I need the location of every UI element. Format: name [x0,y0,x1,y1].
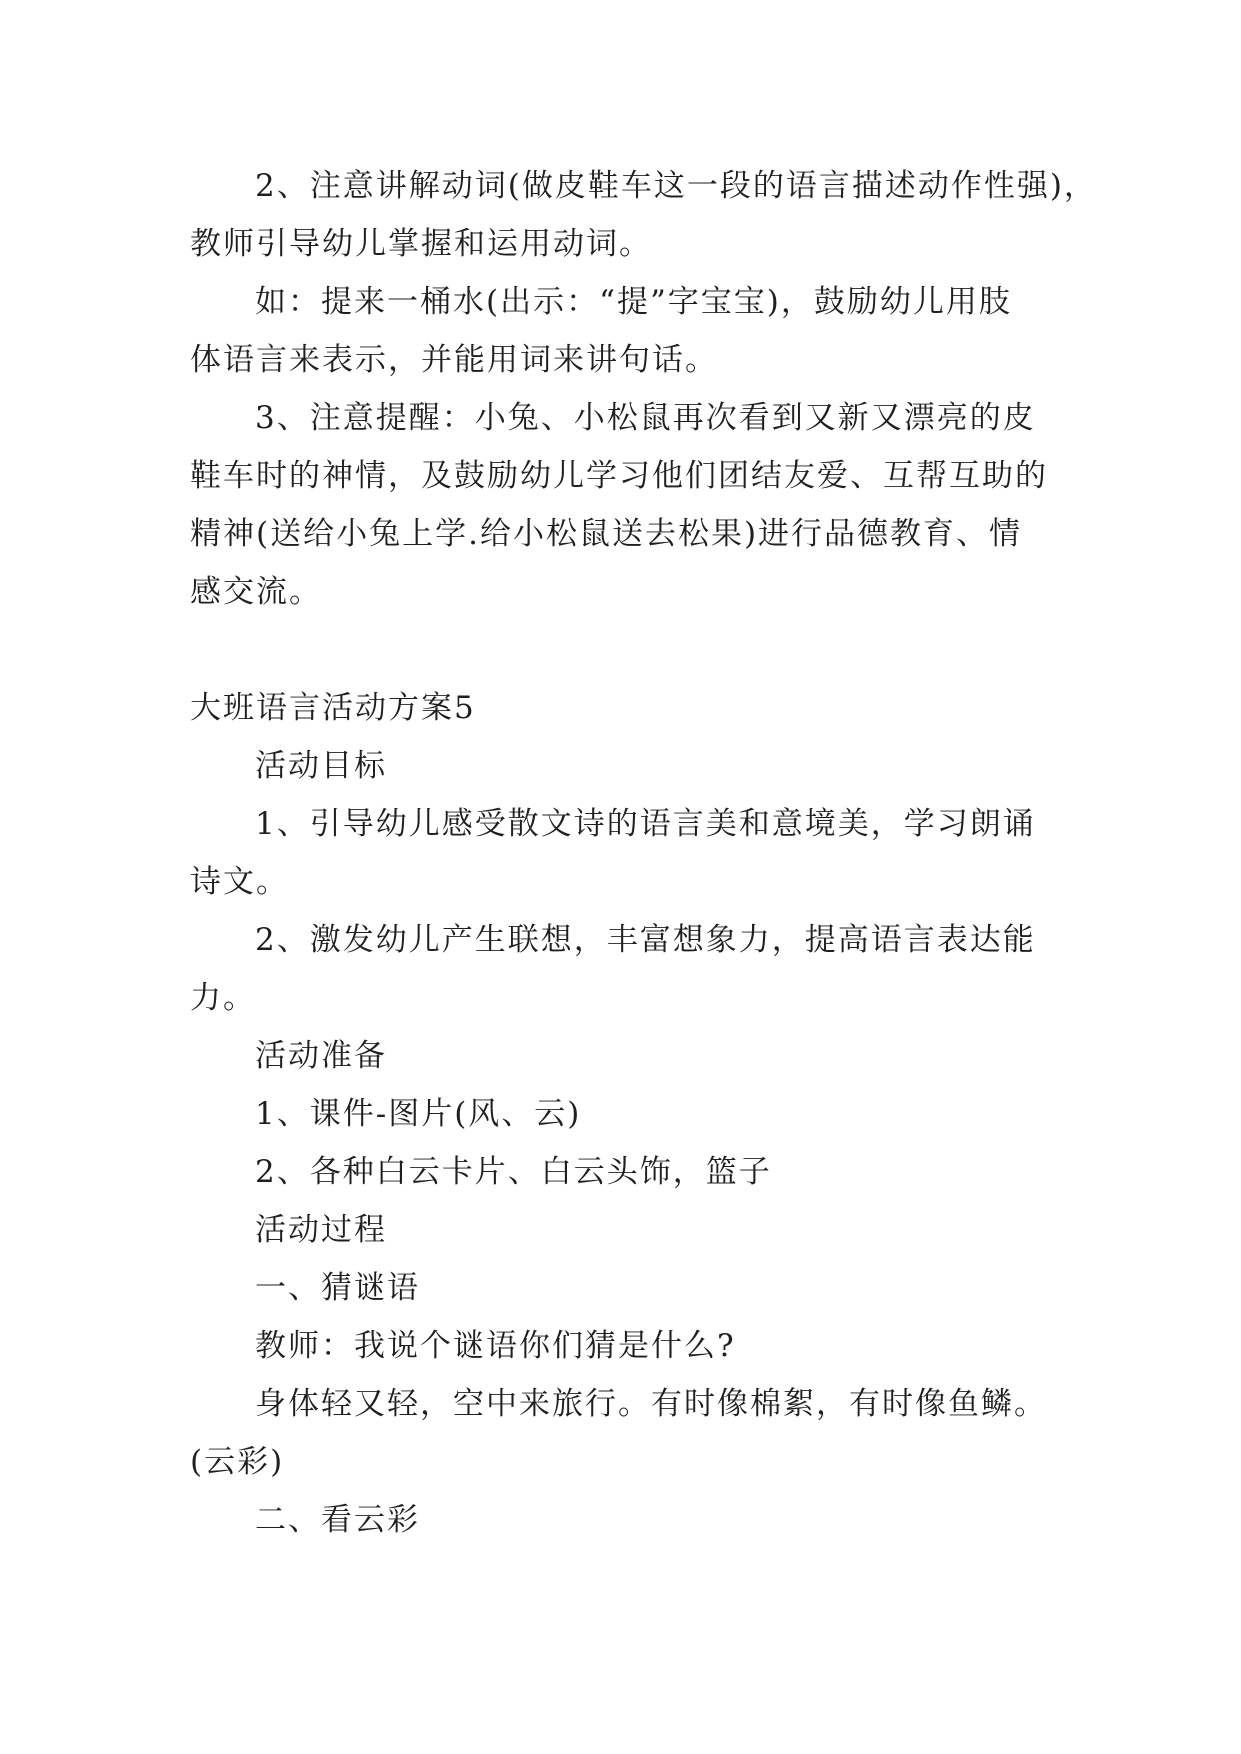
paragraph-line: 鞋车时的神情，及鼓励幼儿学习他们团结友爱、互帮互助的 [190,458,1048,494]
subsection-heading: 活动过程 [255,1212,387,1248]
paragraph-line: 教师引导幼儿掌握和运用动词。 [190,226,652,262]
step-heading: 二、看云彩 [255,1502,420,1538]
paragraph-line: 教师：我说个谜语你们猜是什么? [255,1328,736,1364]
paragraph-line: 2、激发幼儿产生联想，丰富想象力，提高语言表达能 [255,922,1036,958]
paragraph-line: 3、注意提醒：小兔、小松鼠再次看到又新又漂亮的皮 [255,400,1036,436]
paragraph-line: 体语言来表示，并能用词来讲句话。 [190,342,718,378]
subsection-heading: 活动准备 [255,1038,387,1074]
paragraph-line: 力。 [190,980,256,1016]
paragraph-line: 2、注意讲解动词(做皮鞋车这一段的语言描述动作性强)， [255,168,1097,204]
paragraph-line: 身体轻又轻，空中来旅行。有时像棉絮，有时像鱼鳞。 [255,1386,1047,1422]
list-item: 1、课件-图片(风、云) [255,1096,582,1132]
paragraph-line: 1、引导幼儿感受散文诗的语言美和意境美，学习朗诵 [255,806,1036,842]
step-heading: 一、猜谜语 [255,1270,420,1306]
paragraph-line: 感交流。 [190,574,322,610]
paragraph-line: 精神(送给小兔上学.给小松鼠送去松果)进行品德教育、情 [190,516,1023,552]
paragraph-line: 诗文。 [190,864,289,900]
subsection-heading: 活动目标 [255,748,387,784]
section-title: 大班语言活动方案5 [190,690,476,726]
paragraph-line: 如：提来一桶水(出示：“提”字宝宝)，鼓励幼儿用肢 [255,284,1012,320]
list-item: 2、各种白云卡片、白云头饰，篮子 [255,1154,772,1190]
paragraph-line: (云彩) [190,1444,285,1480]
